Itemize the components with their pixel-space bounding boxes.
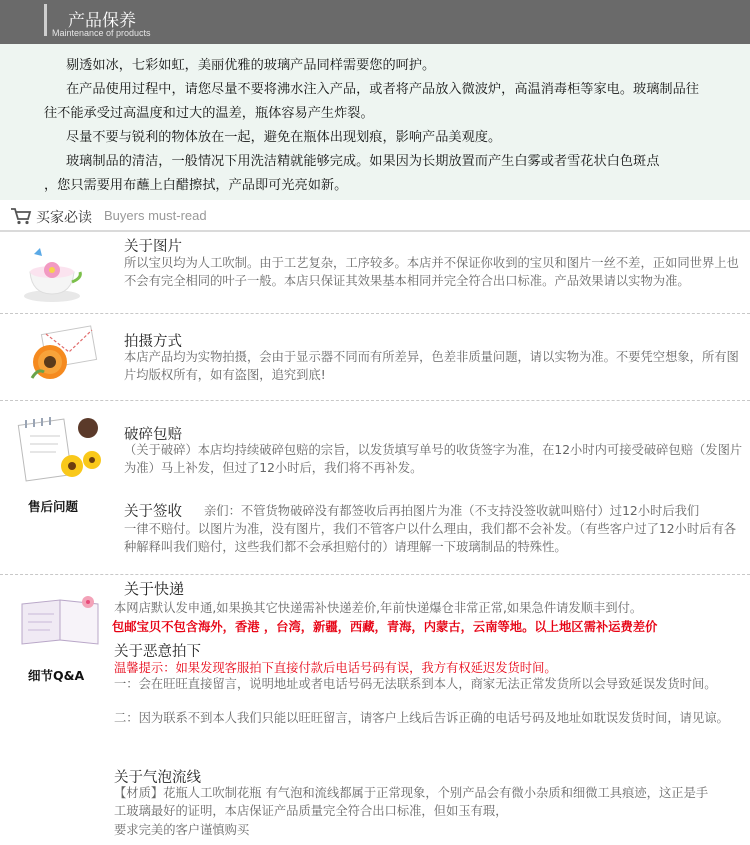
care-paragraph-3: 尽量不要与锐利的物体放在一起，避免在瓶体出现划痕，影响产品美观度。 <box>66 130 502 145</box>
broken-title: 破碎包赔 <box>124 427 182 443</box>
sunflower-envelope-icon <box>14 322 104 390</box>
care-header <box>0 0 750 44</box>
notepad-sunflower-icon <box>12 414 108 490</box>
care-subtitle: Maintenance of products <box>52 28 151 38</box>
divider <box>0 230 750 232</box>
broken-text: （关于破碎）本店均持续破碎包赔的宗旨，以发货填写单号的收货签字为准，在12小时内可接受破碎包赔（发图片为准）马上补发，但过了12小时后，我们将不再补发。 <box>124 443 743 475</box>
care-paragraph-4: 玻璃制品的清洁，一般情况下用洗洁精就能够完成。如果因为长期放置而产生白雾或者雪花状白色斑点 <box>66 154 660 169</box>
sign-text: 一律不赔付。以图片为准，没有图片，我们不管客户以什么理由，我们都不会补发。（有些客户过了12小时后有各种解释叫我们赔付，这些我们都不会承担赔付的）请理解一下玻璃制品的特殊性。 <box>124 522 737 554</box>
bubbles-tail: 要求完美的客户谨慎购买 <box>114 823 250 837</box>
divider <box>0 400 750 401</box>
pictures-title: 关于图片 <box>124 239 182 255</box>
open-book-flower-icon <box>14 590 110 650</box>
bubbles-text: 【材质】花瓶人工吹制花瓶 有气泡和流线都属于正常现象，个别产品会有微小杂质和细微工具痕迹，这正是手工玻璃最好的证明，本店保证产品质量完全符合出口标准，但如玉有瑕， <box>114 786 709 818</box>
photography-text: 本店产品均为实物拍摄，会由于显示器不同而有所差异，色差非质量问题，请以实物为准。不要凭空想象，所有图片均版权所有，如有盗图，追究到底! <box>124 350 739 382</box>
shopping-cart-icon <box>10 207 32 225</box>
care-title: 产品保养 <box>68 11 136 31</box>
care-paragraph-1: 剔透如冰，七彩如虹，美丽优雅的玻璃产品同样需要您的呵护。 <box>66 58 436 73</box>
must-read-header <box>0 202 750 230</box>
qa-label: 细节Q&A <box>28 668 85 683</box>
malicious-item-2: 二：因为联系不到本人我们只能以旺旺留言，请客户上线后告诉正确的电话号码及地址如耽误发货时间，请见谅。 <box>114 711 729 725</box>
sign-title: 关于签收 <box>124 504 182 520</box>
malicious-warning: 温馨提示：如果发现客服拍下直接付款后电话号码有误，我方有权延迟发货时间。 <box>114 661 557 675</box>
care-paragraph-2: 在产品使用过程中，请您尽量不要将沸水注入产品，或者将产品放入微波炉，高温消毒柜等家电。玻璃制品往往不能承受过高温度和过大的温差，瓶体容易产生炸裂。 <box>44 82 699 121</box>
care-paragraph-4-cont: ，您只需要用布蘸上白醋擦拭，产品即可光亮如新。 <box>44 178 348 193</box>
pictures-text: 所以宝贝均为人工吹制。由于工艺复杂，工序较多。本店并不保证你收到的宝贝和图片一丝不差，正如同世界上也不会有完全相同的叶子一般。本店只保证其效果基本相同并完全符合出口标准。产品效果请以实物为准。 <box>124 256 739 288</box>
after-sales-label: 售后问题 <box>28 499 79 514</box>
shipping-title: 关于快递 <box>124 580 185 598</box>
divider <box>0 574 750 575</box>
header-accent-bar <box>44 4 47 36</box>
malicious-item-1: 一：会在旺旺直接留言，说明地址或者电话号码无法联系到本人，商家无法正常发货所以会导致延误发货时间。 <box>114 677 717 691</box>
shipping-text: 本网店默认发申通,如果换其它快递需补快递差价,年前快递爆仓非常正常,如果急件请发顺丰到付。 <box>114 601 643 615</box>
divider <box>0 313 750 314</box>
teacup-flower-icon <box>16 242 86 304</box>
malicious-title: 关于恶意拍下 <box>114 644 201 660</box>
care-body <box>0 44 750 200</box>
bubbles-title: 关于气泡流线 <box>114 770 201 786</box>
must-read-title: 买家必读 <box>36 210 92 226</box>
sign-text-lead: 亲们：不管货物破碎没有都签收后再拍图片为准（不支持没签收就叫赔付）过12小时后我们 <box>204 504 700 518</box>
care-text <box>44 54 704 198</box>
shipping-warning: 包邮宝贝不包含海外，香港 ，台湾，新疆，西藏，青海，内蒙古，云南等地。以上地区需补运费差价 <box>112 620 658 634</box>
must-read-subtitle: Buyers must-read <box>104 208 207 223</box>
photography-title: 拍摄方式 <box>124 334 182 350</box>
